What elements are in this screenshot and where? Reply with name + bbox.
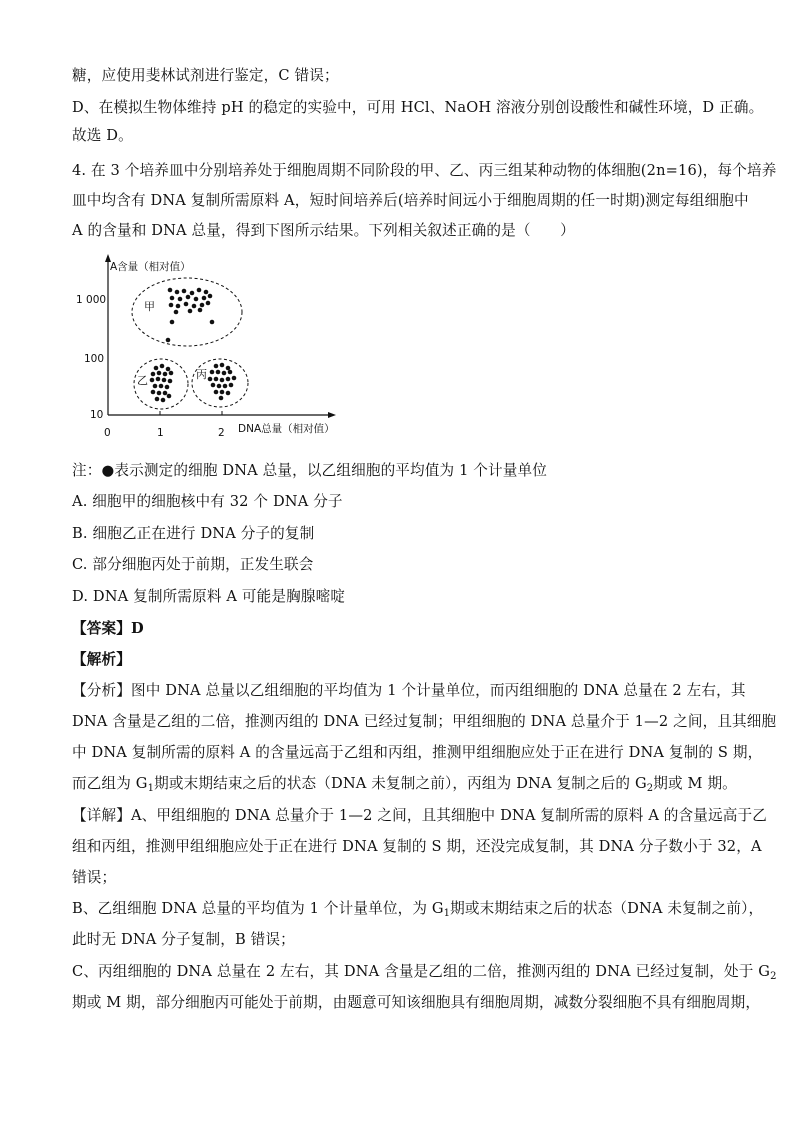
scatter-point [159, 384, 164, 389]
detail-line: 组和丙组，推测甲组细胞应处于正在进行 DNA 复制的 S 期，还没完成复制，其 DNA 分子数小于 32，A [72, 838, 762, 855]
x-axis-arrow [328, 412, 336, 418]
group-label-jia: 甲 [144, 300, 155, 313]
y-axis-label: A含量（相对值） [110, 261, 191, 273]
detail-line: 此时无 DNA 分子复制，B 错误； [72, 931, 295, 948]
text-span: 而乙组为 G [72, 775, 148, 792]
scatter-point [226, 366, 231, 371]
analysis-line: 中 DNA 复制所需的原料 A 的含量远高于乙组和丙组，推测甲组细胞应处于正在进行 DNA 复制的 S 期， [72, 744, 763, 761]
scatter-point [186, 295, 191, 300]
detail-line: 期或 M 期，部分细胞丙可能处于前期，由题意可知该细胞具有细胞周期，减数分裂细胞不具有细胞周期， [72, 994, 761, 1011]
scatter-point [163, 372, 168, 377]
subscript: 2 [646, 783, 654, 794]
analysis-line: 【分析】图中 DNA 总量以乙组细胞的平均值为 1 个计量单位，而丙组细胞的 DNA 总量在 2 左右，其 [72, 682, 746, 699]
scatter-point [214, 390, 219, 395]
scatter-point [153, 384, 158, 389]
scatter-point [165, 385, 170, 390]
scatter-point [222, 371, 227, 376]
y-tick-label: 100 [84, 353, 105, 365]
group-label-yi: 乙 [137, 374, 148, 387]
question-line: 皿中均含有 DNA 复制所需原料 A，短时间培养后(培养时间远小于细胞周期的任一时期)测定每组细胞中 [72, 192, 749, 209]
scatter-point [151, 390, 156, 395]
question-line: A 的含量和 DNA 总量，得到下图所示结果。下列相关叙述正确的是（ ） [72, 222, 575, 239]
scatter-point [176, 304, 181, 309]
analysis-line [72, 774, 737, 794]
scatter-points [150, 288, 237, 403]
scatter-point [161, 398, 166, 403]
scatter-point [190, 291, 195, 296]
subscript: 1 [443, 908, 451, 919]
scatter-point [210, 320, 215, 325]
scatter-point [188, 309, 193, 314]
text-span: 期或末期结束之后的状态（DNA 未复制之前），丙组为 DNA 复制之后的 G [154, 775, 647, 792]
text-line: 故选 D。 [72, 127, 133, 144]
scatter-point [226, 377, 231, 382]
figure-note: 注：●表示测定的细胞 DNA 总量，以乙组细胞的平均值为 1 个计量单位 [72, 462, 548, 479]
option-b: B. 细胞乙正在进行 DNA 分子的复制 [72, 525, 315, 542]
scatter-point [214, 377, 219, 382]
scatter-point [156, 377, 161, 382]
scatter-point [160, 364, 165, 369]
scatter-point [232, 376, 237, 381]
option-a: A. 细胞甲的细胞核中有 32 个 DNA 分子 [72, 493, 343, 510]
scatter-point [151, 372, 156, 377]
scatter-point [217, 384, 222, 389]
scatter-point [157, 391, 162, 396]
scatter-point [167, 394, 172, 399]
detail-line [72, 899, 764, 919]
x-axis-label: DNA总量（相对值） [238, 423, 335, 435]
scatter-point [166, 367, 171, 372]
y-tick-label: 10 [90, 409, 104, 421]
scatter-point [223, 384, 228, 389]
scatter-point [208, 377, 213, 382]
scatter-point [220, 390, 225, 395]
scatter-point [197, 288, 202, 293]
scatter-point [210, 370, 215, 375]
text-line: D、在模拟生物体维持 pH 的稳定的实验中，可用 HCl、NaOH 溶液分别创设酸性和碱性环境，D 正确。 [72, 99, 764, 116]
text-line: 糖，应使用斐林试剂进行鉴定，C 错误； [72, 67, 339, 84]
x-tick-label: 2 [218, 427, 225, 439]
text-span: 期或末期结束之后的状态（DNA 未复制之前）， [450, 900, 764, 917]
x-tick-label: 0 [104, 427, 111, 439]
scatter-point [155, 397, 160, 402]
scatter-point [214, 364, 219, 369]
scatter-point [157, 371, 162, 376]
analysis-line: DNA 含量是乙组的二倍，推测丙组的 DNA 已经过复制；甲组细胞的 DNA 总量介于 1—2 之间，且其细胞 [72, 713, 777, 730]
scatter-point [226, 391, 231, 396]
option-d: D. DNA 复制所需原料 A 可能是胸腺嘧啶 [72, 588, 346, 605]
scatter-point [170, 296, 175, 301]
scatter-point [194, 297, 199, 302]
text-span: B、乙组细胞 DNA 总量的平均值为 1 个计量单位，为 G [72, 900, 444, 917]
detail-line: 【详解】A、甲组细胞的 DNA 总量介于 1—2 之间，且其细胞中 DNA 复制所需的原料 A 的含量远高于乙 [72, 807, 768, 824]
option-c: C. 部分细胞丙处于前期，正发生联会 [72, 556, 314, 573]
answer-line: 【答案】D [72, 620, 144, 637]
scatter-point [184, 302, 189, 307]
scatter-point [150, 378, 155, 383]
scatter-point [163, 391, 168, 396]
scatter-point [208, 294, 213, 299]
scatter-point [216, 370, 221, 375]
analysis-heading: 【解析】 [72, 651, 131, 668]
scatter-point [169, 303, 174, 308]
text-span: 期或 M 期。 [653, 775, 737, 792]
group-label-bing: 丙 [196, 368, 207, 381]
text-span: C、丙组细胞的 DNA 总量在 2 左右，其 DNA 含量是乙组的二倍，推测丙组的 DNA 已经过复制，处于 G [72, 963, 771, 980]
scatter-point [220, 378, 225, 383]
scatter-point [219, 396, 224, 401]
scatter-point [211, 383, 216, 388]
scatter-point [204, 290, 209, 295]
scatter-point [169, 371, 174, 376]
scatter-point [154, 366, 159, 371]
scatter-point [162, 378, 167, 383]
scatter-point [178, 297, 183, 302]
scatter-point [170, 320, 175, 325]
scatter-point [168, 288, 173, 293]
scatter-point [200, 303, 205, 308]
scatter-point [220, 363, 225, 368]
scatter-point [198, 308, 203, 313]
scatter-point [168, 379, 173, 384]
scatter-point [192, 304, 197, 309]
detail-line [72, 962, 777, 982]
scatter-point [228, 370, 233, 375]
scatter-point [229, 383, 234, 388]
scatter-point [174, 310, 179, 315]
scatter-point [182, 289, 187, 294]
scatter-point [202, 296, 207, 301]
question-line: 4. 在 3 个培养皿中分别培养处于细胞周期不同阶段的甲、乙、丙三组某种动物的体细胞(2n=16)，每个培养 [72, 162, 777, 179]
detail-line: 错误； [72, 869, 117, 886]
scatter-point [166, 338, 171, 343]
scatter-figure [72, 252, 362, 442]
subscript: 2 [770, 971, 777, 982]
subscript: 1 [147, 783, 155, 794]
scatter-point [175, 290, 180, 295]
scatter-point [206, 301, 211, 306]
x-tick-label: 1 [157, 427, 164, 439]
y-tick-label: 1 000 [76, 294, 107, 306]
